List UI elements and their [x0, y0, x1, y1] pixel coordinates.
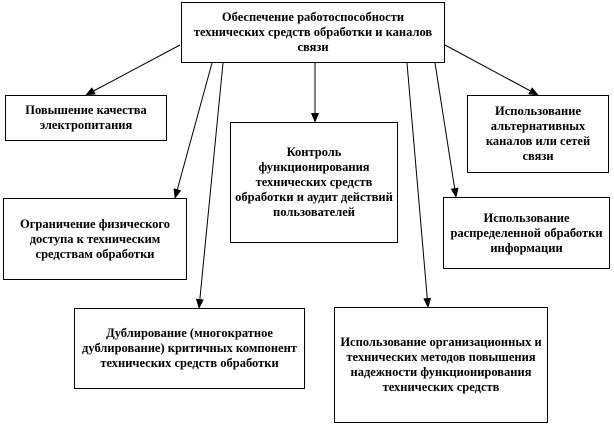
node-distributed	[443, 197, 610, 269]
arrow-to-duplication	[199, 63, 223, 308]
node-duplication-label: Дублирование (многократное дублирование) критичных компонент технических средств обработки	[82, 326, 297, 370]
arrow-to-power	[86, 45, 180, 95]
node-power	[5, 95, 167, 141]
node-methods	[334, 307, 548, 423]
node-alt-channels	[467, 95, 609, 173]
arrow-to-alt-channels	[445, 45, 538, 95]
node-control	[230, 122, 398, 243]
node-control-label: Контроль функционирования технических средств обработки и аудит действий пользователей	[235, 145, 393, 219]
root-node-label: Обеспечение работоспособности технических средств обработки и каналов связи	[193, 10, 433, 54]
arrow-to-methods	[407, 63, 428, 307]
node-methods-label: Использование организационных и технических методов повышения надежности функционирования технических средств	[340, 335, 542, 394]
node-access	[3, 198, 187, 280]
node-power-label: Повышение качества электропитания	[25, 103, 147, 132]
arrow-to-distributed	[435, 63, 456, 197]
root-node	[181, 2, 445, 63]
arrow-to-access	[175, 63, 212, 198]
node-distributed-label: Использование распределенной обработки информации	[450, 210, 603, 255]
node-alt-channels-label: Использование альтернативных каналов или сетей связи	[485, 104, 591, 163]
node-duplication	[74, 308, 305, 389]
node-access-label: Ограничение физического доступа к техническим средствам обработки	[20, 216, 170, 261]
